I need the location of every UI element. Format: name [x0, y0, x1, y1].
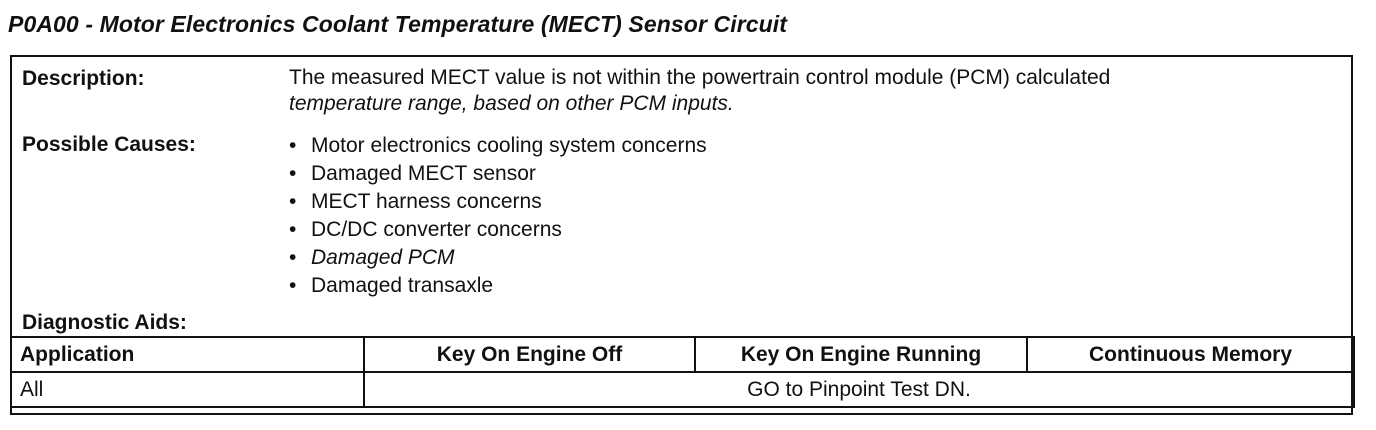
- description-text: [289, 65, 1110, 117]
- description-line-2: temperature range, based on other PCM inputs.: [289, 92, 734, 115]
- column-header-key-on-engine-off: Key On Engine Off: [364, 337, 695, 372]
- table-header-row: [11, 337, 1354, 372]
- possible-causes-list: [289, 132, 707, 300]
- table-row: [11, 372, 1354, 407]
- list-item: • Damaged MECT sensor: [289, 160, 707, 188]
- list-item: • MECT harness concerns: [289, 188, 707, 216]
- dtc-info-box: [10, 55, 1353, 415]
- list-item: • Damaged transaxle: [289, 272, 707, 300]
- column-header-key-on-engine-running: Key On Engine Running: [695, 337, 1027, 372]
- column-header-continuous-memory: Continuous Memory: [1027, 337, 1354, 372]
- description-label: Description:: [22, 67, 145, 90]
- pinpoint-test-cell: GO to Pinpoint Test DN.: [364, 372, 1354, 407]
- bullet-icon: •: [289, 274, 297, 297]
- diagnostic-aids-label: Diagnostic Aids:: [22, 311, 187, 334]
- bullet-icon: •: [289, 134, 297, 157]
- column-header-application: Application: [11, 337, 364, 372]
- test-table: [10, 336, 1355, 408]
- list-item: • Motor electronics cooling system concerns: [289, 132, 707, 160]
- list-item: • DC/DC converter concerns: [289, 216, 707, 244]
- page-title: P0A00 - Motor Electronics Coolant Temperature (MECT) Sensor Circuit: [8, 11, 788, 37]
- bullet-icon: •: [289, 162, 297, 185]
- bullet-icon: •: [289, 246, 297, 269]
- application-cell: All: [11, 372, 364, 407]
- bullet-icon: •: [289, 218, 297, 241]
- list-item: • Damaged PCM: [289, 244, 707, 272]
- bullet-icon: •: [289, 190, 297, 213]
- possible-causes-label: Possible Causes:: [22, 133, 196, 156]
- description-line-1: The measured MECT value is not within the powertrain control module (PCM) calculated: [289, 66, 1111, 89]
